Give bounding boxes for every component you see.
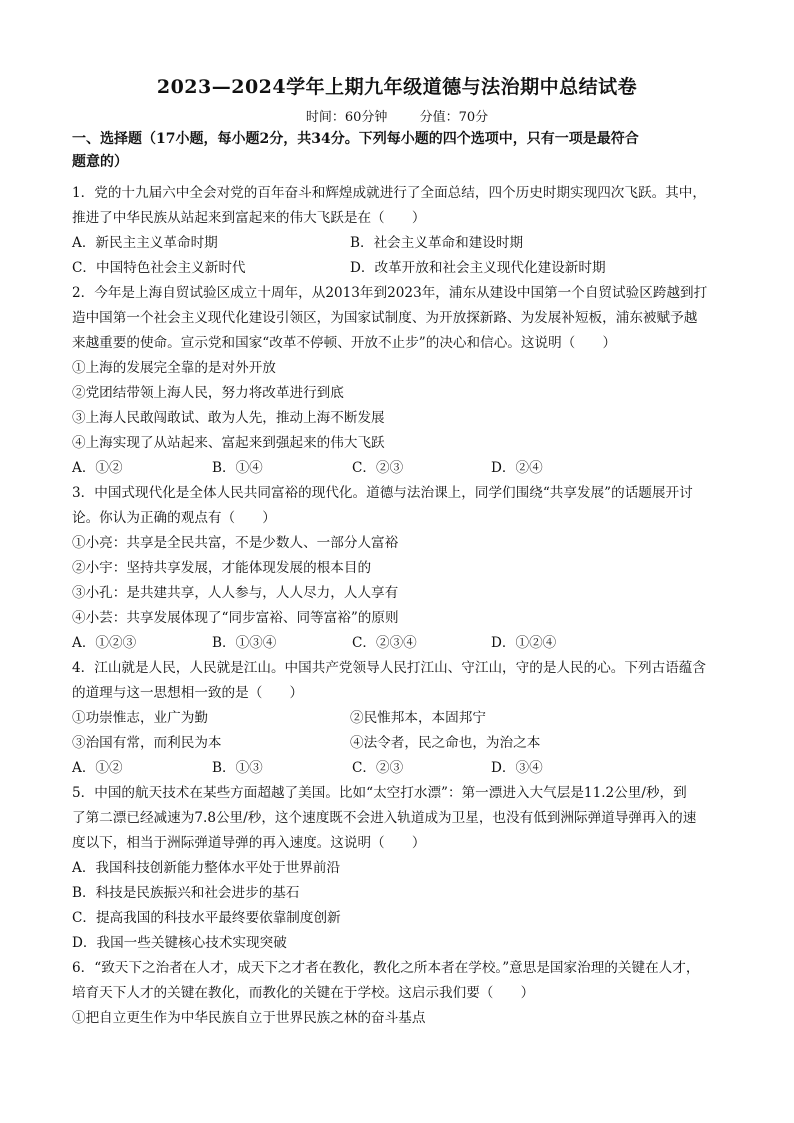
q3-option-d: D．①②④ bbox=[491, 635, 557, 651]
q2-statement-3: ③上海人民敢闯敢试、敢为人先，推动上海不断发展 bbox=[72, 410, 385, 426]
q1-stem-line-2: 推进了中华民族从站起来到富起来的伟大飞跃是在（ ） bbox=[72, 210, 426, 226]
q1-option-a: A．新民主主义革命时期 bbox=[72, 235, 218, 251]
q5-stem-line-2: 了第二漂已经减速为7.8公里/秒，这个速度既不会进入轨道成为卫星，也没有低到洲际弹道导弹再入的速 bbox=[72, 810, 697, 826]
q3-stem-line-1: 3．中国式现代化是全体人民共同富裕的现代化。道德与法治课上，同学们围绕“共享发展”的话题展开讨 bbox=[72, 485, 693, 501]
q5-option-a: A．我国科技创新能力整体水平处于世界前沿 bbox=[72, 860, 341, 876]
q4-statement-2: ②民惟邦本，本固邦宁 bbox=[350, 710, 486, 726]
q6-stem-line-1: 6．“致天下之治者在人才，成天下之才者在教化，教化之所本者在学校。”意思是国家治理的关键在人才， bbox=[72, 960, 700, 976]
q4-stem-line-2: 的道理与这一思想相一致的是（ ） bbox=[72, 685, 304, 701]
q2-option-b: B．①④ bbox=[212, 460, 263, 476]
section-heading bbox=[72, 128, 728, 174]
q3-statement-2: ②小宇：坚持共享发展，才能体现发展的根本目的 bbox=[72, 560, 372, 576]
q5-stem-line-3: 度以下，相当于洲际弹道导弹的再入速度。这说明（ ） bbox=[72, 835, 426, 851]
q6-stem-line-2: 培育天下人才的关键在教化，而教化的关键在于学校。这启示我们要（ ） bbox=[72, 985, 535, 1001]
q2-stem-line-1: 2．今年是上海自贸试验区成立十周年，从2013年到2023年，浦东从建设中国第一个自贸试验区跨越到打 bbox=[72, 285, 708, 301]
q2-option-c: C．②③ bbox=[352, 460, 404, 476]
q4-option-d: D．③④ bbox=[491, 760, 543, 776]
q1-option-d: D．改革开放和社会主义现代化建设新时期 bbox=[350, 260, 606, 276]
q4-option-b: B．①③ bbox=[212, 760, 263, 776]
exam-meta bbox=[0, 106, 794, 125]
q4-statement-4: ④法令者，民之命也，为治之本 bbox=[350, 735, 541, 751]
q4-statement-1: ①功崇惟志，业广为勤 bbox=[72, 710, 208, 726]
q5-option-d: D．我国一些关键核心技术实现突破 bbox=[72, 935, 287, 951]
q2-stem-line-2: 造中国第一个社会主义现代化建设引领区，为国家试制度、为开放探新路、为发展补短板，浦东被赋予越 bbox=[72, 310, 698, 326]
exam-time: 时间：60分钟 bbox=[305, 110, 388, 125]
q3-statement-4: ④小芸：共享发展体现了“同步富裕、同等富裕”的原则 bbox=[72, 610, 399, 626]
q4-statement-3: ③治国有常，而利民为本 bbox=[72, 735, 222, 751]
q3-statement-1: ①小亮：共享是全民共富，不是少数人、一部分人富裕 bbox=[72, 535, 399, 551]
q2-stem-line-3: 来越重要的使命。宣示党和国家“改革不停顿、开放不止步”的决心和信心。这说明（ ） bbox=[72, 335, 617, 351]
q1-option-c: C．中国特色社会主义新时代 bbox=[72, 260, 246, 276]
section-heading-line-2: 题意的） bbox=[72, 154, 128, 170]
q3-statement-3: ③小孔：是共建共享，人人参与，人人尽力，人人享有 bbox=[72, 585, 399, 601]
section-heading-line-1: 一、选择题（17小题，每小题2分，共34分。下列每小题的四个选项中，只有一项是最符合 bbox=[72, 131, 639, 147]
q3-option-a: A．①②③ bbox=[72, 635, 137, 651]
q2-option-d: D．②④ bbox=[491, 460, 543, 476]
q2-statement-1: ①上海的发展完全靠的是对外开放 bbox=[72, 360, 276, 376]
q1-option-b: B．社会主义革命和建设时期 bbox=[350, 235, 524, 251]
exam-title: 2023—2024学年上期九年级道德与法治期中总结试卷 bbox=[156, 76, 638, 98]
q2-option-a: A．①② bbox=[72, 460, 123, 476]
q4-option-a: A．①② bbox=[72, 760, 123, 776]
q2-statement-4: ④上海实现了从站起来、富起来到强起来的伟大飞跃 bbox=[72, 435, 385, 451]
q2-statement-2: ②党团结带领上海人民，努力将改革进行到底 bbox=[72, 385, 344, 401]
q3-option-c: C．②③④ bbox=[352, 635, 417, 651]
q6-statement-1: ①把自立更生作为中华民族自立于世界民族之林的奋斗基点 bbox=[72, 1010, 426, 1026]
q5-stem-line-1: 5．中国的航天技术在某些方面超越了美国。比如“太空打水漂”：第一漂进入大气层是11.2公里/秒，到 bbox=[72, 785, 687, 801]
q1-stem-line-1: 1．党的十九届六中全会对党的百年奋斗和辉煌成就进行了全面总结，四个历史时期实现四次飞跃。其中， bbox=[72, 185, 706, 201]
q5-option-c: C．提高我国的科技水平最终要依靠制度创新 bbox=[72, 910, 341, 926]
q4-option-c: C．②③ bbox=[352, 760, 404, 776]
q3-option-b: B．①③④ bbox=[212, 635, 277, 651]
q3-stem-line-2: 论。你认为正确的观点有（ ） bbox=[72, 510, 276, 526]
q4-stem-line-1: 4．江山就是人民，人民就是江山。中国共产党领导人民打江山、守江山，守的是人民的心。下列古语蕴含 bbox=[72, 660, 706, 676]
exam-score: 分值：70分 bbox=[419, 110, 489, 125]
q5-option-b: B．科技是民族振兴和社会进步的基石 bbox=[72, 885, 300, 901]
